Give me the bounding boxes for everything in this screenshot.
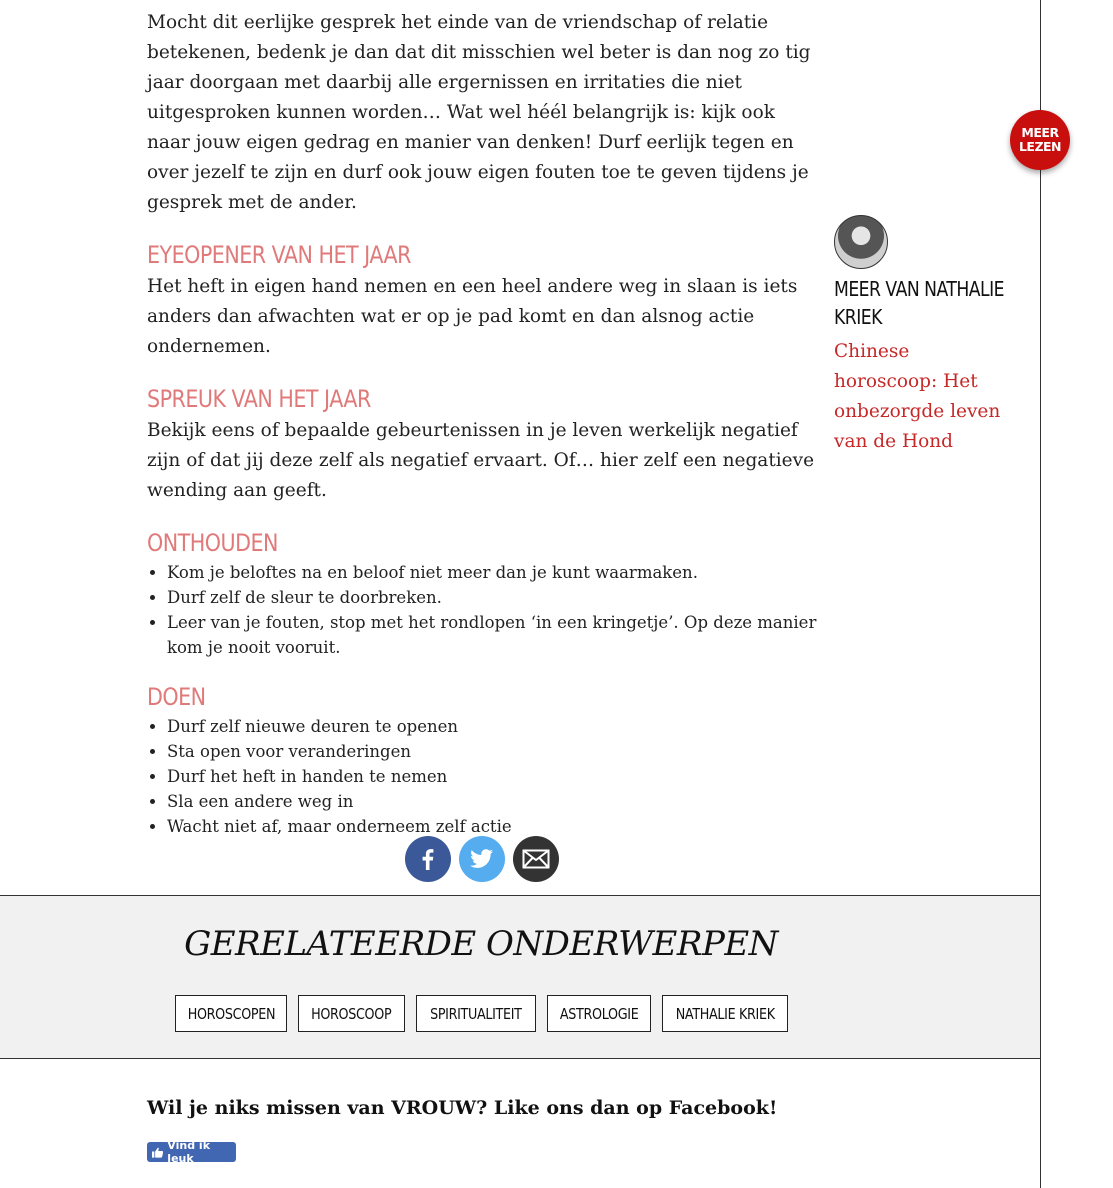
list-item: • Leer van je fouten, stop met het rondlopen ‘in een kringetje’. Op deze manier kom je nooit vooruit. bbox=[167, 610, 819, 660]
list-item: • Sta open voor veranderingen bbox=[167, 739, 819, 764]
related-topics-title: GERELATEERDE ONDERWERPEN bbox=[184, 924, 778, 964]
meer-lezen-button[interactable] bbox=[1010, 110, 1070, 170]
facebook-promo-text: Wil je niks missen van VROUW? Like ons dan op Facebook! bbox=[147, 1097, 778, 1119]
heading-onthouden: ONTHOUDEN bbox=[147, 529, 278, 557]
tag-horoscoop[interactable]: HOROSCOOP bbox=[298, 995, 405, 1032]
facebook-icon bbox=[418, 847, 438, 871]
author-sidebar bbox=[834, 215, 1014, 457]
thumbs-up-icon bbox=[152, 1147, 163, 1158]
heading-spreuk: SPREUK VAN HET JAAR bbox=[147, 385, 371, 413]
list-item: • Durf zelf de sleur te doorbreken. bbox=[167, 585, 819, 610]
list-onthouden bbox=[147, 560, 819, 660]
heading-eyeopener: EYEOPENER VAN HET JAAR bbox=[147, 241, 411, 269]
related-topics-section bbox=[0, 895, 1040, 1059]
article-paragraph-eyeopener: Het heft in eigen hand nemen en een heel andere weg in slaan is iets anders dan afwachten wat er op je pad komt en dan alsnog actie ondernemen. bbox=[147, 276, 798, 357]
heading-doen: DOEN bbox=[147, 683, 206, 711]
list-doen bbox=[147, 714, 819, 839]
list-item: • Durf zelf nieuwe deuren te openen bbox=[167, 714, 819, 739]
list-item: • Sla een andere weg in bbox=[167, 789, 819, 814]
author-avatar[interactable] bbox=[834, 215, 888, 269]
tag-nathalie-kriek[interactable]: NATHALIE KRIEK bbox=[662, 995, 788, 1032]
meer-lezen-line1: MEER bbox=[1021, 125, 1059, 140]
facebook-like-button[interactable] bbox=[147, 1139, 236, 1165]
article-body bbox=[147, 8, 819, 839]
page-right-border bbox=[1040, 0, 1041, 1188]
sidebar-title: MEER VAN NATHALIE KRIEK bbox=[834, 277, 1005, 329]
share-email-button[interactable] bbox=[513, 836, 559, 882]
facebook-like-label: Vind ik leuk bbox=[167, 1139, 211, 1165]
share-twitter-button[interactable] bbox=[459, 836, 505, 882]
list-item: • Wacht niet af, maar onderneem zelf actie bbox=[167, 814, 819, 839]
list-item: • Kom je beloftes na en beloof niet meer dan je kunt waarmaken. bbox=[167, 560, 819, 585]
meer-lezen-line2: LEZEN bbox=[1018, 139, 1062, 154]
twitter-icon bbox=[470, 849, 494, 869]
tag-horoscopen[interactable]: HOROSCOPEN bbox=[175, 995, 287, 1032]
mail-icon bbox=[522, 849, 550, 869]
share-facebook-button[interactable] bbox=[405, 836, 451, 882]
tag-spiritualiteit[interactable]: SPIRITUALITEIT bbox=[416, 995, 536, 1032]
article-paragraph-intro: Mocht dit eerlijke gesprek het einde van de vriendschap of relatie betekenen, bedenk je dan dat dit misschien wel beter is dan nog zo tig jaar doorgaan met daarbij alle ergernissen en irritaties die niet uitgesproken kunnen worden… Wat wel héél belangrijk is: kijk ook naar jouw eigen gedrag en manier van denken! Durf eerlijk tegen en over jezelf te zijn en durf ook jouw eigen fouten toe te geven tijdens je gesprek met de ander. bbox=[147, 12, 811, 213]
sidebar-article-link[interactable]: Chinese horoscoop: Het onbezorgde leven van de Hond bbox=[834, 341, 1001, 452]
related-tags bbox=[175, 995, 788, 1032]
tag-astrologie[interactable]: ASTROLOGIE bbox=[547, 995, 651, 1032]
list-item: • Durf het heft in handen te nemen bbox=[167, 764, 819, 789]
article-paragraph-spreuk: Bekijk eens of bepaalde gebeurtenissen in je leven werkelijk negatief zijn of dat jij deze zelf als negatief ervaart. Of… hier zelf een negatieve wending aan geeft. bbox=[147, 420, 815, 501]
